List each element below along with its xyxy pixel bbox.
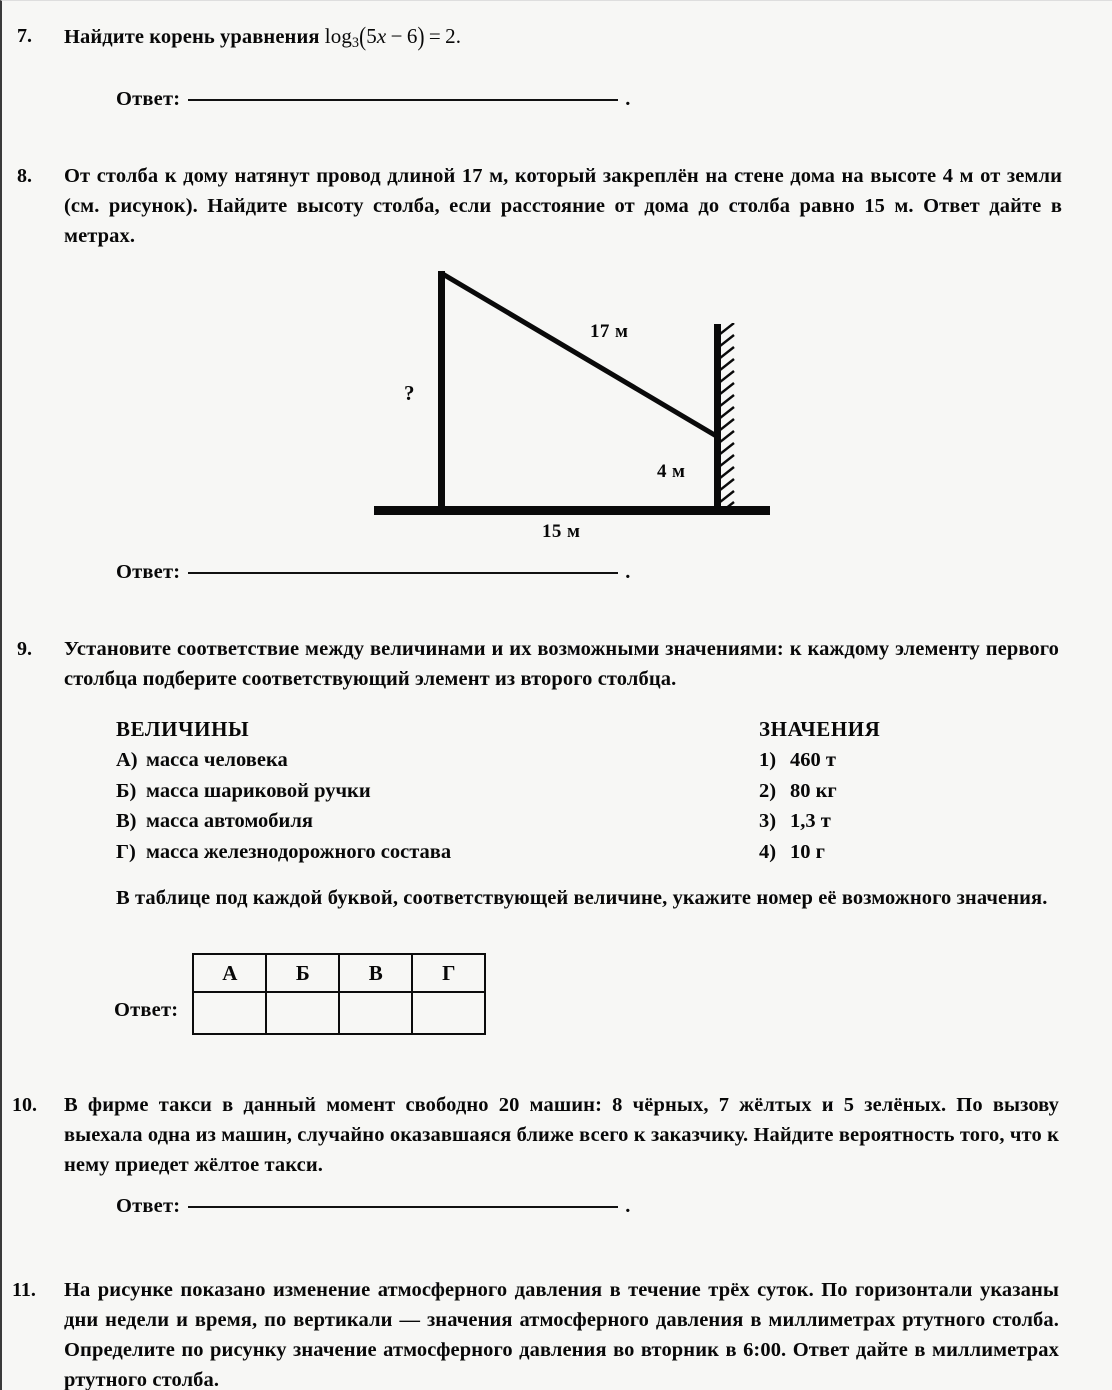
wall-hatching-icon	[720, 323, 737, 513]
answer-cell-b[interactable]	[266, 992, 339, 1034]
answer-cell-a[interactable]	[193, 992, 266, 1034]
pole-shape	[438, 271, 445, 511]
task-9-answer-table[interactable]	[192, 953, 486, 1035]
task-11-number: 11.	[12, 1279, 36, 1301]
task-10-statement: В фирме такси в данный момент свободно 20 машин: 8 чёрных, 7 жёлтых и 5 зелёных. По вызову выехала одна из машин, случайно оказавшаяся ближе всего к заказчику. Найдите вероятность того, что к нему приедет жёлтое такси.	[64, 1094, 1059, 1176]
answer-header-a: А	[193, 954, 266, 992]
formula-result: 2	[445, 24, 456, 48]
quantity-label-b: масса шариковой ручки	[146, 779, 371, 802]
answer-header-v: В	[339, 954, 412, 992]
task-11-statement: На рисунке показано изменение атмосферного давления в течение трёх суток. По горизонтали указаны дни недели и время, по вертикали — значения атмосферного давления в миллиметрах ртутного столба. Определите по рисунку значение атмосферного давления во вторник в 6:00. Ответ дайте в миллиметрах ртутного столба.	[64, 1279, 1059, 1390]
task-7-body	[64, 21, 1062, 58]
task-7-number: 7.	[17, 25, 32, 47]
formula-base: 3	[351, 34, 360, 51]
quantity-key-v: В)	[116, 810, 137, 832]
task-9-body	[64, 634, 1059, 694]
figure-label-wire-length: 17 м	[590, 321, 629, 342]
answer-period: .	[625, 1195, 631, 1217]
answer-header-g: Г	[412, 954, 485, 992]
task-10-answer-row[interactable]	[116, 1195, 630, 1218]
value-item-2	[759, 776, 880, 807]
answer-cell-g[interactable]	[412, 992, 485, 1034]
formula-arg-coeff: 5	[366, 24, 377, 48]
value-label-3: 1,3 т	[790, 810, 831, 832]
task-11	[2, 1275, 1059, 1390]
task-10-number: 10.	[12, 1094, 37, 1116]
value-key-1: 1)	[759, 749, 777, 771]
task-8-answer-row[interactable]	[116, 561, 630, 584]
task-7-text: Найдите корень уравнения	[64, 26, 320, 48]
value-label-2: 80 кг	[790, 779, 837, 802]
value-key-3: 3)	[759, 810, 777, 832]
quantity-key-g: Г)	[116, 840, 136, 863]
task-7	[2, 21, 1062, 58]
table-row-values[interactable]	[193, 992, 485, 1034]
formula-open-paren: (	[359, 20, 367, 52]
task-9-instruction: В таблице под каждой буквой, соответствующей величине, укажите номер её возможного значения.	[116, 887, 1048, 909]
quantity-item-g	[116, 837, 451, 868]
task-8	[2, 161, 1062, 251]
answer-blank-line[interactable]	[188, 98, 618, 101]
task-8-number: 8.	[17, 165, 32, 187]
task-8-figure	[352, 259, 792, 554]
figure-label-ground-distance: 15 м	[542, 521, 581, 542]
value-item-4	[759, 837, 880, 868]
task-9-values-column	[759, 714, 880, 867]
task-9-statement: Установите соответствие между величинами и их возможными значениями: к каждому элементу первого столбца подберите соответствующий элемент из второго столбца.	[64, 638, 1059, 690]
task-10	[2, 1090, 1059, 1180]
answer-label: Ответ:	[116, 88, 181, 110]
values-header: ЗНАЧЕНИЯ	[759, 717, 881, 741]
figure-label-pole-height: ?	[404, 381, 415, 405]
value-label-4: 10 г	[790, 840, 825, 863]
task-7-statement	[64, 21, 1062, 58]
answer-blank-line[interactable]	[188, 1205, 618, 1208]
quantity-item-b	[116, 776, 451, 807]
figure-label-wall-height: 4 м	[657, 461, 686, 482]
formula-equals: =	[428, 24, 441, 48]
task-9-number: 9.	[17, 638, 32, 660]
value-key-4: 4)	[759, 840, 777, 863]
quantity-item-a	[116, 745, 451, 776]
quantities-header: ВЕЛИЧИНЫ	[116, 717, 250, 741]
formula-period: .	[455, 24, 462, 48]
answer-label: Ответ:	[114, 998, 179, 1021]
quantity-item-v	[116, 806, 451, 837]
value-item-1	[759, 745, 880, 776]
answer-label: Ответ:	[116, 1195, 181, 1217]
task-9	[2, 634, 1059, 694]
table-row-headers	[193, 954, 485, 992]
value-item-3	[759, 806, 880, 837]
answer-cell-v[interactable]	[339, 992, 412, 1034]
task-8-statement: От столба к дому натянут провод длиной 17 м, который закреплён на стене дома на высоте 4 м от земли (см. рисунок). Найдите высоту столба, если расстояние от дома до столба равно 15 м. Ответ дайте в метрах.	[64, 165, 1062, 247]
answer-blank-line[interactable]	[188, 571, 618, 574]
value-key-2: 2)	[759, 779, 777, 802]
ground-shape	[374, 506, 770, 515]
answer-period: .	[625, 561, 631, 583]
quantity-key-a: А)	[116, 749, 138, 771]
answer-header-b: Б	[266, 954, 339, 992]
quantity-key-b: Б)	[116, 779, 137, 802]
task-8-body	[64, 161, 1062, 251]
answer-period: .	[625, 88, 631, 110]
quantity-label-a: масса человека	[146, 749, 288, 771]
task-11-body	[64, 1275, 1059, 1390]
quantity-label-g: масса железнодорожного состава	[146, 840, 452, 863]
answer-label: Ответ:	[116, 561, 181, 583]
task-9-answer-table-wrap	[114, 953, 486, 1035]
formula-close-paren: )	[417, 20, 425, 52]
value-label-1: 460 т	[790, 749, 836, 771]
formula-log: log	[324, 24, 352, 48]
quantity-label-v: масса автомобиля	[146, 810, 313, 832]
task-7-answer-row[interactable]	[116, 88, 630, 111]
formula-arg-const: 6	[406, 24, 418, 48]
task-10-body	[64, 1090, 1059, 1180]
formula-minus: −	[390, 24, 403, 48]
task-7-formula	[324, 20, 462, 52]
formula-arg-var: x	[376, 24, 387, 48]
task-9-quantities-column	[116, 714, 451, 867]
